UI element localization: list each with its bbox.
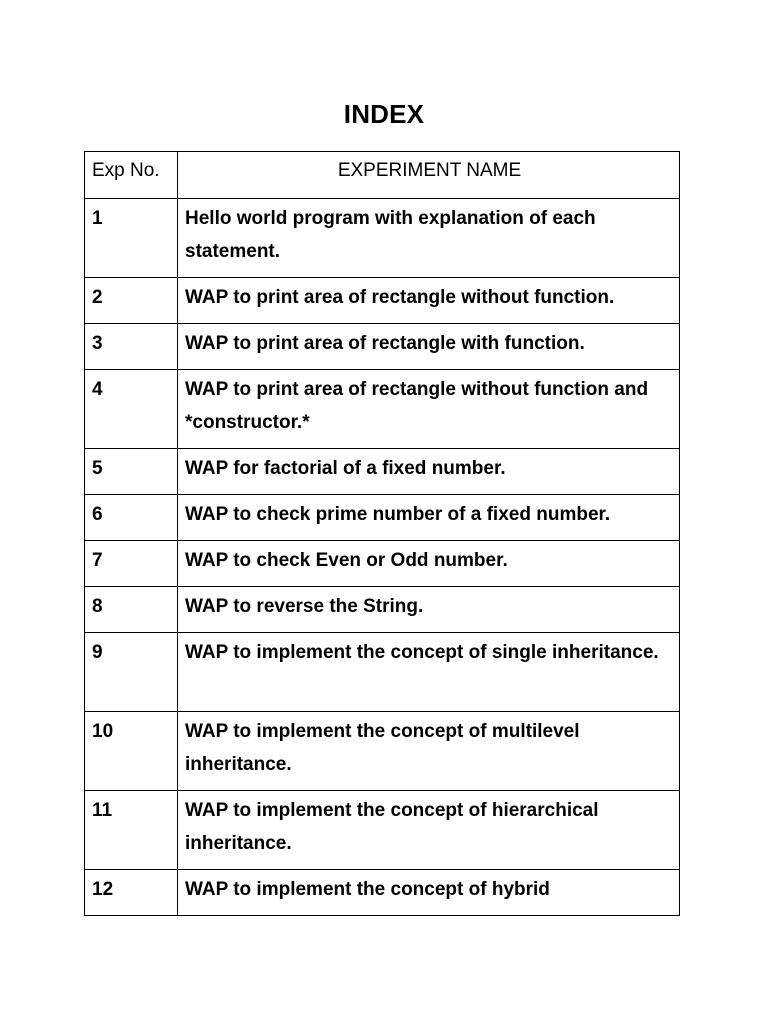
experiment-name: WAP to reverse the String.	[178, 587, 680, 633]
table-row	[85, 712, 680, 791]
experiment-name: WAP to check Even or Odd number.	[178, 541, 680, 587]
column-header-exp-no: Exp No.	[85, 152, 178, 199]
experiment-name: WAP to implement the concept of single inheritance.	[178, 633, 680, 712]
experiment-name: WAP to check prime number of a fixed number.	[178, 495, 680, 541]
table-row	[85, 495, 680, 541]
table-row	[85, 370, 680, 449]
table-row	[85, 541, 680, 587]
table-row	[85, 870, 680, 916]
table-row	[85, 324, 680, 370]
table-row	[85, 449, 680, 495]
experiment-name: WAP to print area of rectangle without function and *constructor.*	[178, 370, 680, 449]
table-row	[85, 791, 680, 870]
index-table	[84, 151, 680, 916]
experiment-name: WAP to implement the concept of hybrid	[178, 870, 680, 916]
exp-number: 6	[85, 495, 178, 541]
table-row	[85, 633, 680, 712]
exp-number: 5	[85, 449, 178, 495]
experiment-name: WAP to implement the concept of multilevel inheritance.	[178, 712, 680, 791]
exp-number: 9	[85, 633, 178, 712]
table-row	[85, 587, 680, 633]
exp-number: 3	[85, 324, 178, 370]
column-header-experiment-name: EXPERIMENT NAME	[178, 152, 680, 199]
table-row	[85, 199, 680, 278]
table-header-row	[85, 152, 680, 199]
exp-number: 4	[85, 370, 178, 449]
experiment-name: WAP to implement the concept of hierarchical inheritance.	[178, 791, 680, 870]
exp-number: 12	[85, 870, 178, 916]
exp-number: 11	[85, 791, 178, 870]
exp-number: 2	[85, 278, 178, 324]
table-row	[85, 278, 680, 324]
page-title: INDEX	[343, 99, 425, 129]
experiment-name: WAP to print area of rectangle without function.	[178, 278, 680, 324]
experiment-name: WAP for factorial of a fixed number.	[178, 449, 680, 495]
exp-number: 10	[85, 712, 178, 791]
experiment-name: Hello world program with explanation of each statement.	[178, 199, 680, 278]
experiment-name: WAP to print area of rectangle with function.	[178, 324, 680, 370]
exp-number: 1	[85, 199, 178, 278]
exp-number: 8	[85, 587, 178, 633]
exp-number: 7	[85, 541, 178, 587]
